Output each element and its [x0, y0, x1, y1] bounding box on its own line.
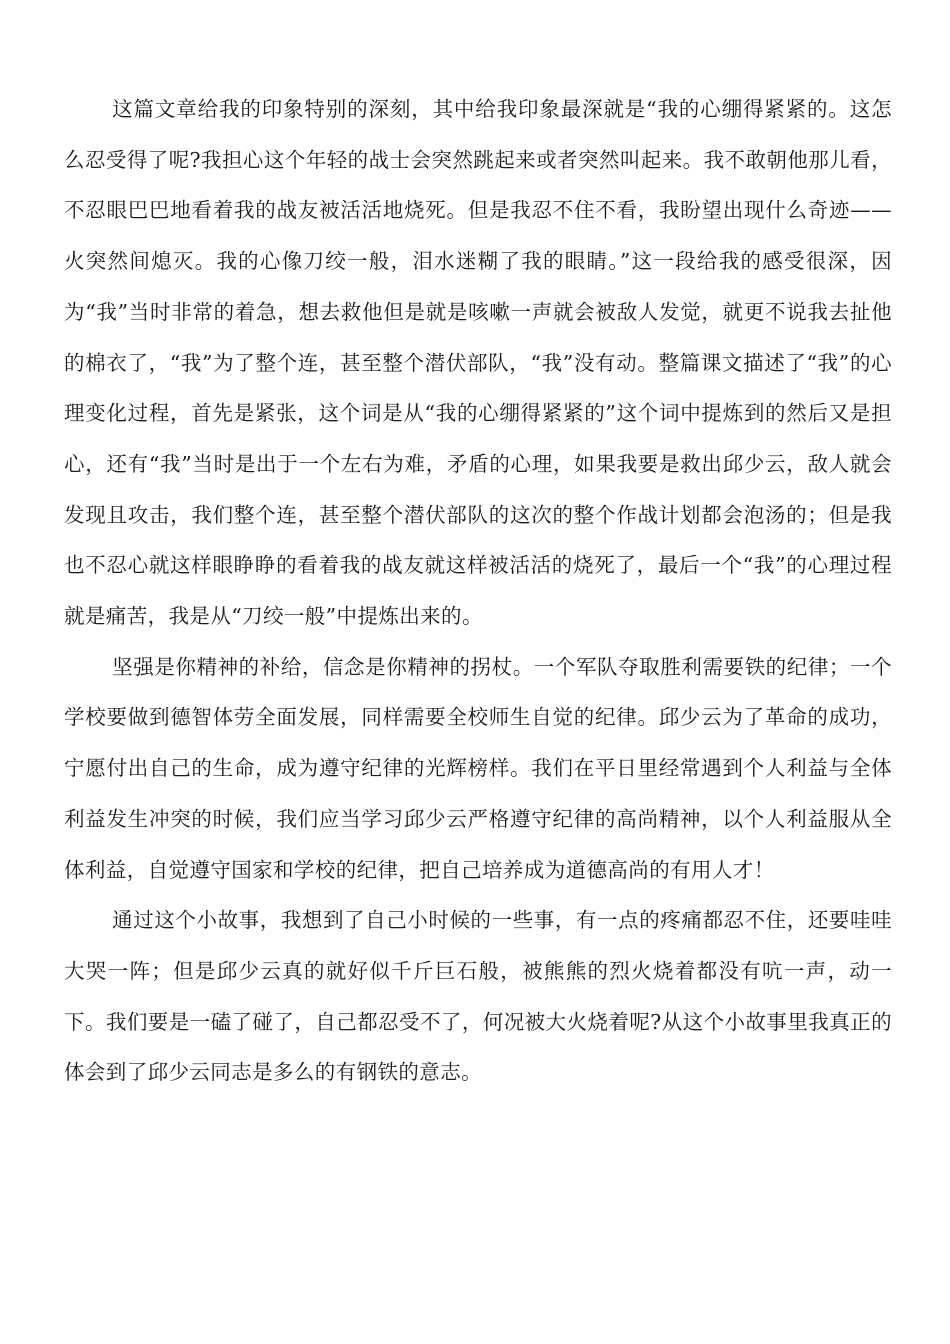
document-body	[64, 84, 892, 1098]
paragraph-1: 这篇文章给我的印象特别的深刻，其中给我印象最深就是“我的心绷得紧紧的。这怎么忍受得了呢?我担心这个年轻的战士会突然跳起来或者突然叫起来。我不敢朝他那儿看，不忍眼巴巴地看着我的战友被活活地烧死。但是我忍不住不看，我盼望出现什么奇迹——火突然间熄灭。我的心像刀绞一般，泪水迷糊了我的眼睛。”这一段给我的感受很深，因为“我”当时非常的着急，想去救他但是就是咳嗽一声就会被敌人发觉，就更不说我去扯他的棉衣了，“我”为了整个连，甚至整个潜伏部队，“我”没有动。整篇课文描述了“我”的心理变化过程，首先是紧张，这个词是从“我的心绷得紧紧的”这个词中提炼到的然后又是担心，还有“我”当时是出于一个左右为难，矛盾的心理，如果我要是救出邱少云，敌人就会发现且攻击，我们整个连，甚至整个潜伏部队的这次的整个作战计划都会泡汤的；但是我也不忍心就这样眼睁睁的看着我的战友就这样被活活的烧死了，最后一个“我”的心理过程就是痛苦，我是从“刀绞一般”中提炼出来的。	[64, 97, 892, 629]
paragraph-3: 通过这个小故事，我想到了自己小时候的一些事，有一点的疼痛都忍不住，还要哇哇大哭一阵；但是邱少云真的就好似千斤巨石般，被熊熊的烈火烧着都没有吭一声，动一下。我们要是一磕了碰了，自己都忍受不了，何况被大火烧着呢?从这个小故事里我真正的体会到了邱少云同志是多么的有钢铁的意志。	[64, 908, 892, 1085]
paragraph-2: 坚强是你精神的补给，信念是你精神的拐杖。一个军队夺取胜利需要铁的纪律；一个学校要做到德智体劳全面发展，同样需要全校师生自觉的纪律。邱少云为了革命的成功，宁愿付出自己的生命，成为遵守纪律的光辉榜样。我们在平日里经常遇到个人利益与全体利益发生冲突的时候，我们应当学习邱少云严格遵守纪律的高尚精神，以个人利益服从全体利益，自觉遵守国家和学校的纪律，把自己培养成为道德高尚的有用人才！	[64, 654, 892, 882]
